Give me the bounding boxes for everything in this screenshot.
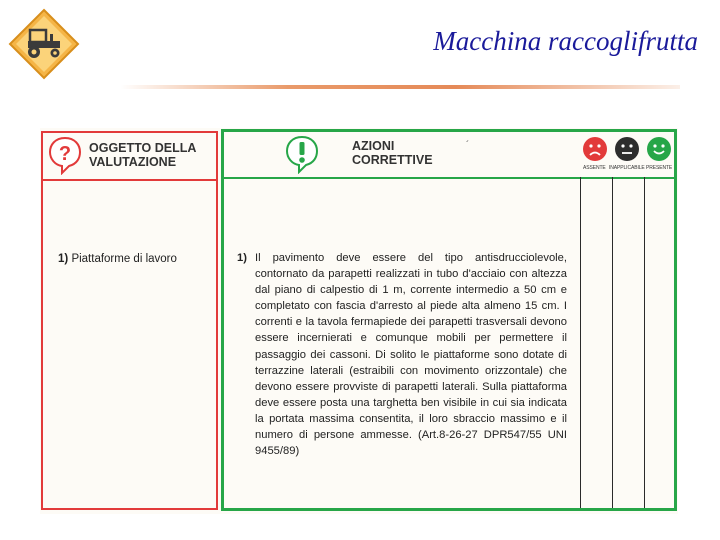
smile-face-icon — [646, 136, 672, 162]
evaluation-item-text: Piattaforme di lavoro — [71, 253, 177, 265]
corrective-action-item — [237, 250, 567, 459]
evaluation-subject-panel — [41, 131, 218, 510]
status-label-present: PRESENTE — [646, 165, 673, 171]
column-divider — [644, 177, 645, 508]
svg-text:?: ? — [58, 143, 72, 165]
status-label-not-applicable: INAPPLICABILE — [609, 165, 645, 171]
corrective-action-number: 1) — [237, 252, 247, 264]
corrective-actions-title: AZIONI CORRETTIVE — [352, 139, 433, 167]
question-mark-icon — [47, 135, 83, 175]
status-label-absent: ASSENTE — [583, 165, 606, 171]
stray-mark: ´ — [466, 140, 470, 151]
neutral-face-icon — [614, 136, 640, 162]
column-divider — [612, 177, 613, 508]
evaluation-subject-title: OGGETTO DELLA VALUTAZIONE — [89, 141, 196, 169]
column-divider — [580, 177, 581, 508]
corrective-action-text: Il pavimento deve essere del tipo antisdrucciolevole, contornato da parapetti realizzati in tubo d'acciaio con altezza dal piano di calpestio di 1 m, corrente intermedio a 50 cm e completato con fascia d'arresto al piede alta almeno 15 cm. I correnti e la tavola fermapiede dei parapetti trasversali devono essere incernierati e comunque mobili per permettere il passaggio dei cassoni. Di solito le piattaforme sono dotate di terrazzine laterali (estraibili con movimento orizzontale) che devono essere provviste di parapetti laterali. Sulla piattaforma deve essere posta una targhetta ben visibile in cui sia indicata la portata massima consentita, il loro sbraccio massimo e il numero di persone ammesse. (Art.8-26-27 DPR547/55 UNI 9455/89) — [255, 252, 567, 458]
evaluation-item — [58, 253, 177, 265]
exclamation-icon — [284, 134, 320, 174]
tractor-logo — [8, 8, 80, 80]
evaluation-item-number: 1) — [58, 253, 69, 265]
title-divider — [120, 85, 680, 89]
slide-title: Macchina raccoglifrutta — [433, 26, 698, 56]
frown-face-icon — [582, 136, 608, 162]
